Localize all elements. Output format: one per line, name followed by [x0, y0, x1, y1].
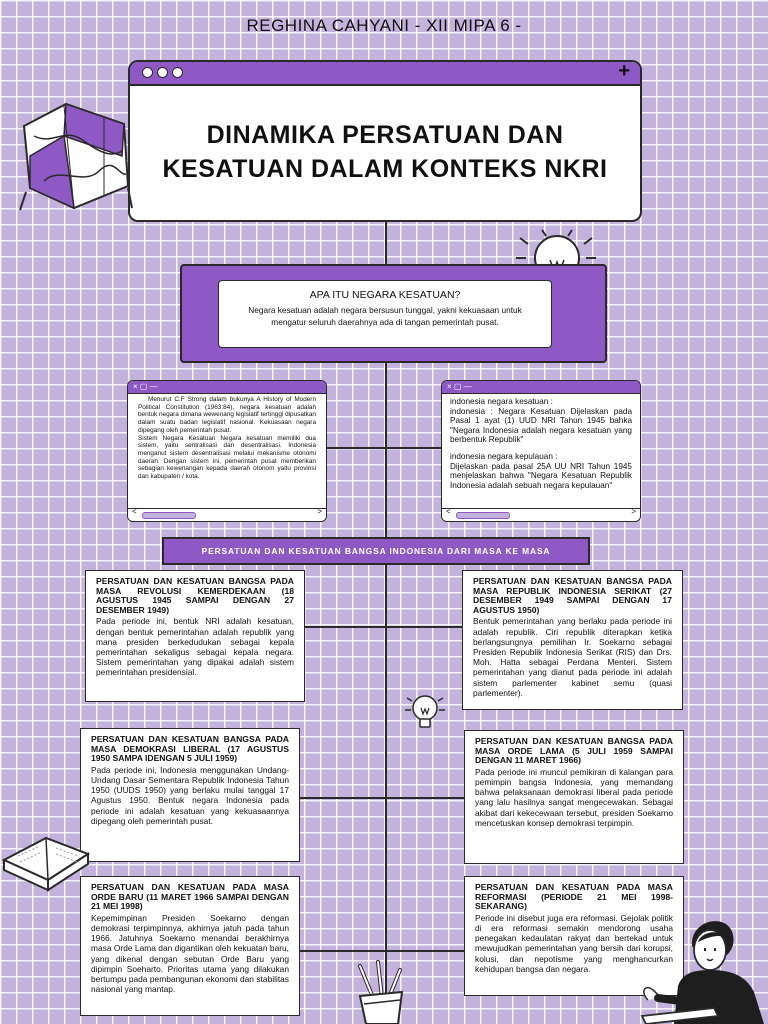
- title-line-1: DINAMIKA PERSATUAN DAN: [206, 121, 564, 149]
- section-banner: PERSATUAN DAN KESATUAN BANGSA INDONESIA DARI MASA KE MASA: [162, 537, 590, 565]
- era-title: PERSATUAN DAN KESATUAN BANGSA PADA MASA REVOLUSI KEMERDEKAAN (18 AGUSTUS 1945 SAMPAI DENGAN 27 DESEMBER 1949): [96, 576, 294, 615]
- window-controls: × ▢ —: [128, 381, 326, 394]
- definition-card: [218, 280, 552, 348]
- era-card-demokrasi-liberal: [80, 728, 300, 862]
- scroll-thumb[interactable]: [142, 512, 196, 519]
- title-window: [128, 60, 642, 222]
- era-card-orde-lama: [464, 730, 684, 864]
- pencil-cup-illustration: [340, 960, 420, 1024]
- open-book-illustration: [0, 826, 92, 898]
- title-window-bar: [130, 62, 640, 86]
- title-line-2: KESATUAN DALAM KONTEKS NKRI: [162, 155, 608, 183]
- person-with-laptop-illustration: [634, 912, 768, 1024]
- era-title: PERSATUAN DAN KESATUAN PADA MASA ORDE BARU (11 MARET 1966 SAMPAI DENGAN 21 MEI 1998): [91, 882, 289, 912]
- era-title: PERSATUAN DAN KESATUAN BANGSA PADA MASA REPUBLIK INDONESIA SERIKAT (27 DESEMBER 1949 SAMPAI DENGAN 17 AGUSTUS 1950): [473, 576, 672, 615]
- map-illustration: [4, 96, 134, 212]
- horizontal-scrollbar[interactable]: [128, 508, 326, 521]
- era-card-ris: [462, 570, 683, 710]
- plus-icon: +: [618, 60, 630, 82]
- indonesia-state-window: [441, 380, 641, 522]
- era-title: PERSATUAN DAN KESATUAN PADA MASA REFORMASI (PERIODE 21 MEI 1998-SEKARANG): [475, 882, 673, 912]
- window-dot-icon: [172, 67, 183, 78]
- era-body: Kepemimpinan Presiden Soekarno dengan demokrasi terpimpinnya, akhirnya jatuh pada tahun 1966. Jatuhnya Soekarno menandai berakhirnya masa Orde Lama dan digantikan oleh kekuatan baru, yang dikenal dengan sebutan Orde Baru yang dipimpin Soeharto. Prioritas utama yang dilakukan bertumpu pada pembangunan ekonomi dan stabilitas nasional yang mantap.: [91, 912, 289, 995]
- era-title: PERSATUAN DAN KESATUAN BANGSA PADA MASA ORDE LAMA (5 JULI 1959 SAMPAI DENGAN 11 MARET 1966): [475, 736, 673, 766]
- h-connector-4: [300, 950, 465, 952]
- era-body: Bentuk pemerintahan yang berlaku pada periode ini adalah republik. Ciri republik diterapkan ketika berlangsungnya pemilihan Ir. Soekarno sebagai Presiden Republik Indonesia Serikat (RIS) dan Drs. Moh. Hatta sebagai Perdana Menteri. Sistem pemerintahan yang dianut pada periode ini adalah sistem parlementer kabinet semu (quasi parlementer).: [473, 616, 672, 698]
- scroll-right-icon[interactable]: >: [631, 507, 636, 516]
- scroll-left-icon[interactable]: <: [132, 507, 137, 516]
- definition-heading: APA ITU NEGARA KESATUAN?: [309, 289, 461, 301]
- strong-definition-text: [128, 394, 326, 483]
- author-name: REGHINA CAHYANI - XII MIPA 6 -: [246, 16, 522, 35]
- definition-body: Negara kesatuan adalah negara bersusun tunggal, yakni kekuasaan untuk mengatur seluruh daerahnya ada di tangan pemerintah pusat.: [248, 305, 522, 327]
- era-title: PERSATUAN DAN KESATUAN BANGSA PADA MASA DEMOKRASI LIBERAL (17 AGUSTUS 1950 SAMPA IDENGAN 5 JULI 1959): [91, 734, 289, 764]
- archipelago-heading: indonesia negara kepulauan :: [450, 451, 558, 461]
- era-body: Pada periode ini muncul pemikiran di kalangan para pemimpin bangsa Indonesia, yang memandang bahwa pelaksanaan demokrasi liberal pada periode yang lalu hasilnya sangat mengecewakan. Sebagai akibat dari kekecewaan tersebut, presiden Soekarno mencetuskan konsep demokrasi terpimpin.: [475, 766, 673, 828]
- scroll-thumb[interactable]: [456, 512, 510, 519]
- era-body: Pada periode ini, bentuk NRI adalah kesatuan, dengan bentuk pemerintahan adalah republik yang mana presiden berkedudukan sebagai kepala pemerintahan sekaligus sebagai kepala negara. Sistem pemerintahan yang dipakai adalah sistem pemerintahan presidensial.: [96, 616, 294, 678]
- unitary-heading: indonesia negara kesatuan :: [450, 397, 553, 406]
- small-lightbulb-icon: [404, 690, 446, 734]
- era-body: Periode ini disebut juga era reformasi. Gejolak politik di era reformasi semakin mendorong usaha penegakan kedaulatan rakyat dan bertekad untuk mewujudkan pemerintahan yang bersih dari korupsi, kolusi, dan nepotisme yang menghancurkan kehidupan bangsa dan negara.: [475, 912, 673, 974]
- strong-paragraph-2: Sistem Negara Kesatuan Negara kesatuan memiliki dua sistem, yaitu sentralisasi dan desentralisasi. Indonesia menganut sistem desentralisasi melalui mekanisme otonomi daerah. Dengan sistem ini, pemerintah pusat memberikan sebagian kewenangan kepada daerah otonom yaitu provinsi dan kabupaten / kota.: [138, 434, 316, 481]
- h-connector-3: [300, 797, 465, 799]
- era-body: Pada periode ini, Indonesia menggunakan Undang-Undang Dasar Sementara Republik Indonesia Tahun 1950 (UUDS 1950) yang berlaku mulai tanggal 17 Agustus 1950. Bentuk negara Indonesia pada periode ini adalah kesatuan yang kekuasaannya dipegang oleh pemerintah pusat.: [91, 764, 289, 826]
- window-dot-icon: [157, 67, 168, 78]
- archipelago-body: Dijelaskan pada pasal 25A UU NRI Tahun 1945 menjelaskan bahwa "Negara Kesatuan Republik Indonesia adalah sebuah negara kepulauan": [450, 461, 632, 490]
- strong-paragraph-1: Menurut C.F Strong dalam bukunya A History of Modern Political Constitution (1963:84), negara kesatuan adalah bentuk negara dimana wewenang legislatif tertinggi dipusatkan dalam suatu badan legislatif nasional. Kekuasaan negara dipegang oleh pemerintah pusat.: [138, 396, 316, 434]
- window-dot-icon: [142, 67, 153, 78]
- page-title: [130, 118, 640, 186]
- horizontal-scrollbar[interactable]: [442, 508, 640, 521]
- scroll-left-icon[interactable]: <: [446, 507, 451, 516]
- unitary-body: indonesia : Negara Kesatuan Dijelaskan pada Pasal 1 ayat (1) UUD NRI Tahun 1945 bahka "Negara Indonesia adalah negara kesatuan yang berbentuk Republik": [450, 406, 632, 445]
- strong-definition-window: [127, 380, 327, 522]
- era-card-orde-baru: [80, 876, 300, 1016]
- era-card-revolusi: [85, 570, 305, 702]
- indonesia-state-text: [442, 394, 640, 493]
- window-controls: × ▢ —: [442, 381, 640, 394]
- scroll-right-icon[interactable]: >: [317, 507, 322, 516]
- h-connector-2: [305, 626, 467, 628]
